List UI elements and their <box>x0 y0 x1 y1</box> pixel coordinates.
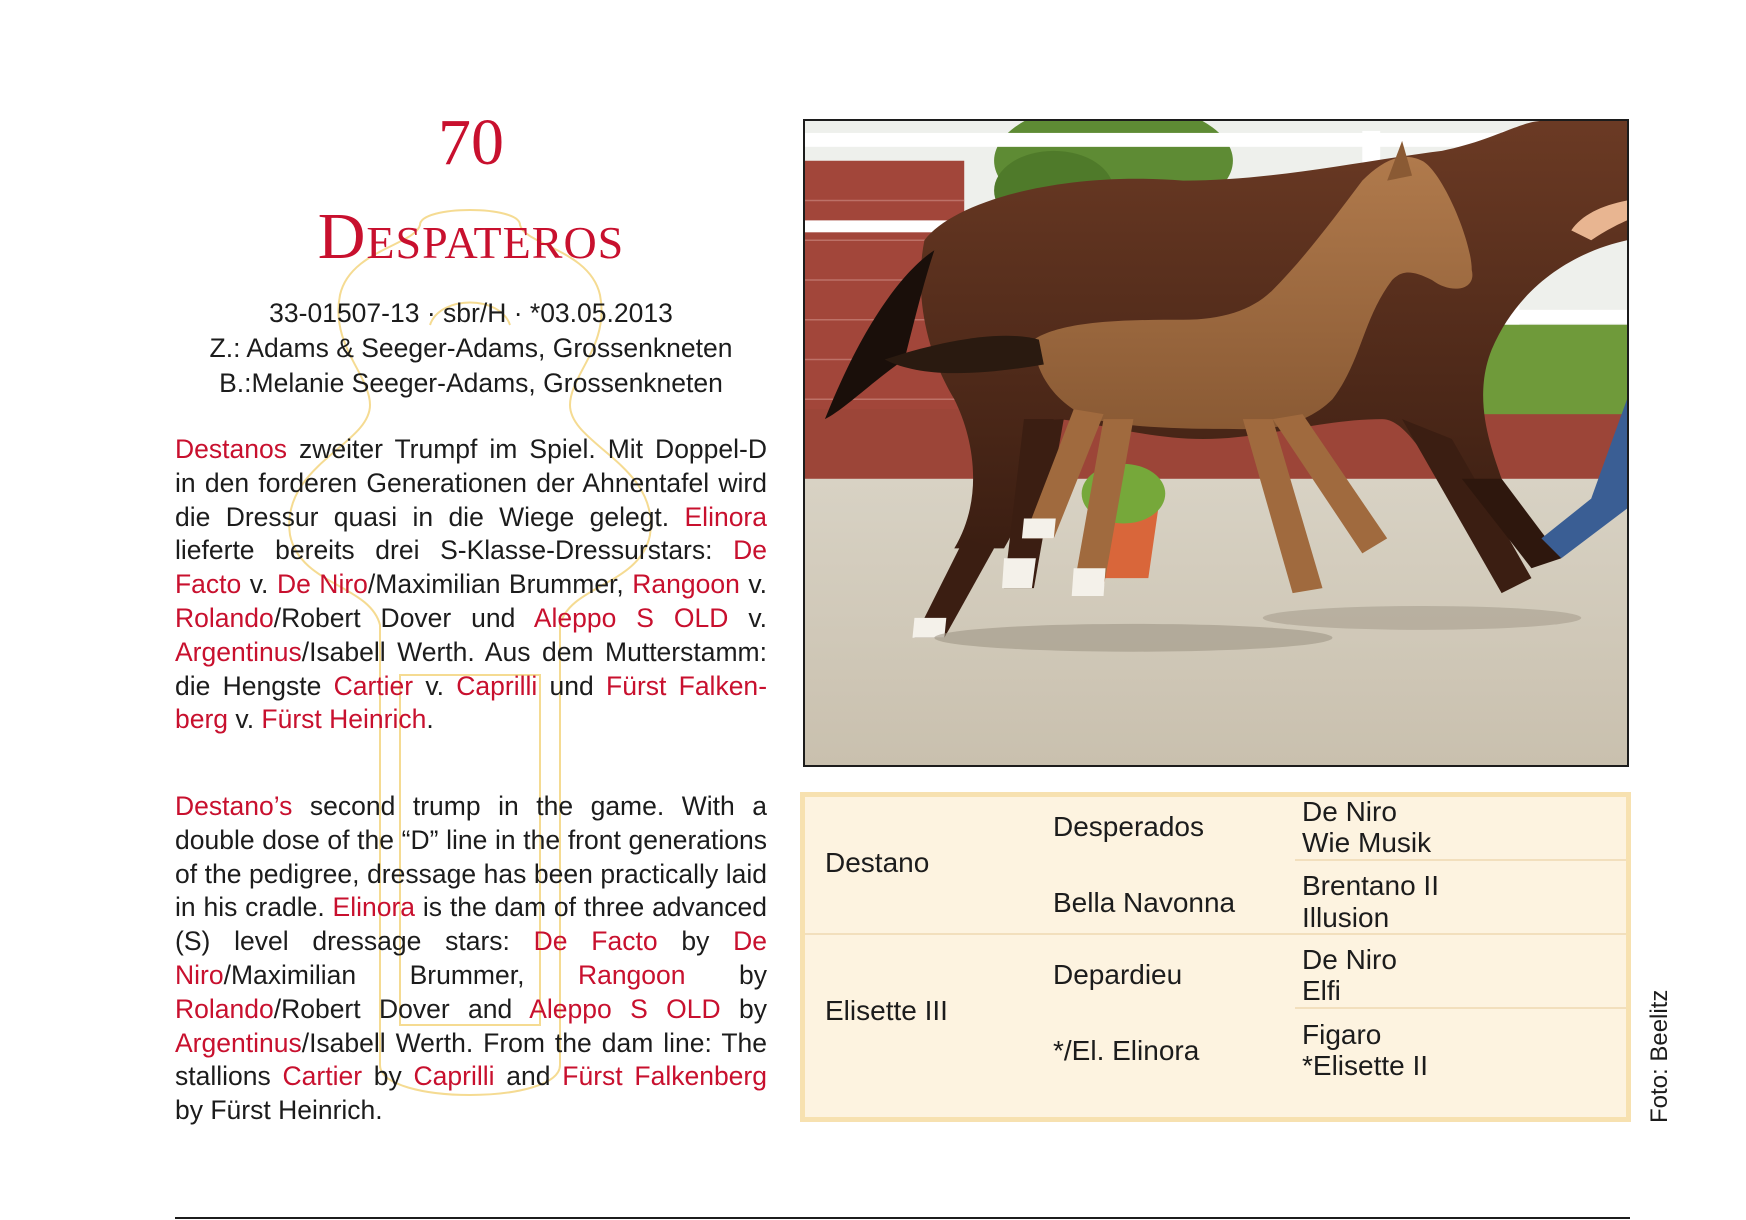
pedigree-sire: Destano <box>825 847 930 878</box>
horse-photo <box>803 119 1629 767</box>
text-segment: zweiter Trumpf im Spiel. Mit Doppel-D in den forderen Generationen der Ahnentafel wird die Dressur quasi in die Wiege gelegt. <box>175 434 767 532</box>
horse-name-reference: De Niro <box>175 926 767 990</box>
horse-meta <box>175 296 767 401</box>
lot-number: 70 <box>438 106 504 179</box>
pedigree-ds-sire: De Niro <box>1302 944 1397 975</box>
breeder-line: Z.: Adams & Seeger-Adams, Grossenkneten <box>209 333 733 363</box>
horse-name-reference: De Niro <box>276 569 368 600</box>
horse-name-reference: Aleppo S OLD <box>529 993 721 1024</box>
pedigree-divider <box>805 933 1626 935</box>
horse-name-reference: Fürst Heinrich <box>261 704 427 735</box>
text-segment: v. <box>739 569 768 600</box>
text-segment: /Robert Dover und <box>273 602 534 633</box>
text-segment: by <box>720 993 767 1024</box>
description-english <box>175 790 767 1128</box>
horse-name-reference: Argentinus <box>175 1027 302 1058</box>
horse-name-reference: De Facto <box>175 535 767 600</box>
text-segment: /Isabell Werth. Aus dem Mutterstamm: die Hengste <box>175 636 767 701</box>
text-segment: und <box>537 670 607 701</box>
pedigree-dd-dam: *Elisette II <box>1302 1050 1429 1081</box>
text-segment: v. <box>728 602 767 633</box>
pedigree-dd-sire: Figaro <box>1302 1019 1382 1050</box>
horse-name-reference: Cartier <box>282 1061 363 1092</box>
pedigree-ds-dam: Elfi <box>1302 975 1341 1006</box>
horse-name-reference: De Facto <box>533 926 658 957</box>
pedigree-sd-dam: Illusion <box>1302 902 1390 933</box>
pedigree-dam-sire: Depardieu <box>1053 959 1183 990</box>
mare-and-foal-illustration <box>805 121 1627 765</box>
text-segment: second trump in the game. With a double dose of the “D” line in the front generations of the pedigree, dressage has been practically laid in his cradle. <box>175 791 767 923</box>
pedigree-table <box>800 792 1631 1122</box>
horse-name-reference: Caprilli <box>456 670 538 701</box>
horse-name-reference: Fürst Falkenberg <box>175 670 768 735</box>
pedigree-sd-sire: Brentano II <box>1302 870 1439 901</box>
horse-name-reference: Cartier <box>333 670 414 701</box>
horse-name-reference: Elinora <box>684 501 767 532</box>
horse-name-reference: Fürst Falkenberg <box>562 1061 767 1092</box>
text-segment: /Maximilian Brummer, <box>223 959 578 990</box>
text-segment: by <box>362 1061 414 1092</box>
text-segment: is the dam of three advanced (S) level dressage stars: <box>175 892 767 957</box>
text-segment: by Fürst Heinrich. <box>175 1095 383 1126</box>
pedigree-dam-dam: */El. Elinora <box>1053 1035 1200 1066</box>
text-segment: . <box>426 704 434 735</box>
horse-name-reference: Destano’s <box>175 791 293 821</box>
horse-name-reference: Rolando <box>175 993 274 1024</box>
text-segment: v. <box>228 704 262 735</box>
pedigree-ss-dam: Wie Musik <box>1302 827 1432 858</box>
horse-name-reference: Rangoon <box>632 569 740 600</box>
horse-name: Despateros <box>317 200 625 273</box>
bottom-rule <box>175 1217 1630 1219</box>
horse-name-reference: Aleppo S OLD <box>533 602 729 633</box>
text-segment: by <box>685 959 767 990</box>
text-segment: v. <box>413 670 457 701</box>
registration-line: 33-01507-13 · sbr/H · *03.05.2013 <box>269 298 673 328</box>
pedigree-divider <box>1295 1007 1626 1009</box>
photo-credit: Foto: Beelitz <box>1646 989 1673 1123</box>
text-segment: v. <box>241 569 277 600</box>
horse-name-reference: Destanos <box>175 434 287 464</box>
owner-line: B.:Melanie Seeger-Adams, Grossenkneten <box>219 368 723 398</box>
pedigree-sire-sire: Desperados <box>1053 811 1204 842</box>
horse-name-reference: Argentinus <box>175 636 302 667</box>
text-segment: and <box>494 1061 563 1092</box>
horse-name-reference: Caprilli <box>413 1061 495 1092</box>
text-segment: by <box>657 926 734 957</box>
pedigree-dam: Elisette III <box>825 995 948 1026</box>
pedigree-sire-dam: Bella Navonna <box>1053 887 1236 918</box>
text-segment: /Robert Dover and <box>273 993 530 1024</box>
text-segment: /Isabell Werth. From the dam line: The stallions <box>175 1027 767 1092</box>
text-segment: /Maximilian Brummer, <box>367 569 633 600</box>
horse-name-reference: Rangoon <box>577 959 686 990</box>
horse-name-reference: Elinora <box>332 892 416 923</box>
pedigree-ss-sire: De Niro <box>1302 796 1397 827</box>
description-german <box>175 433 767 737</box>
text-segment: lieferte bereits drei S-Klasse-Dressurstars: <box>175 535 734 566</box>
horse-name-reference: Rolando <box>175 602 274 633</box>
